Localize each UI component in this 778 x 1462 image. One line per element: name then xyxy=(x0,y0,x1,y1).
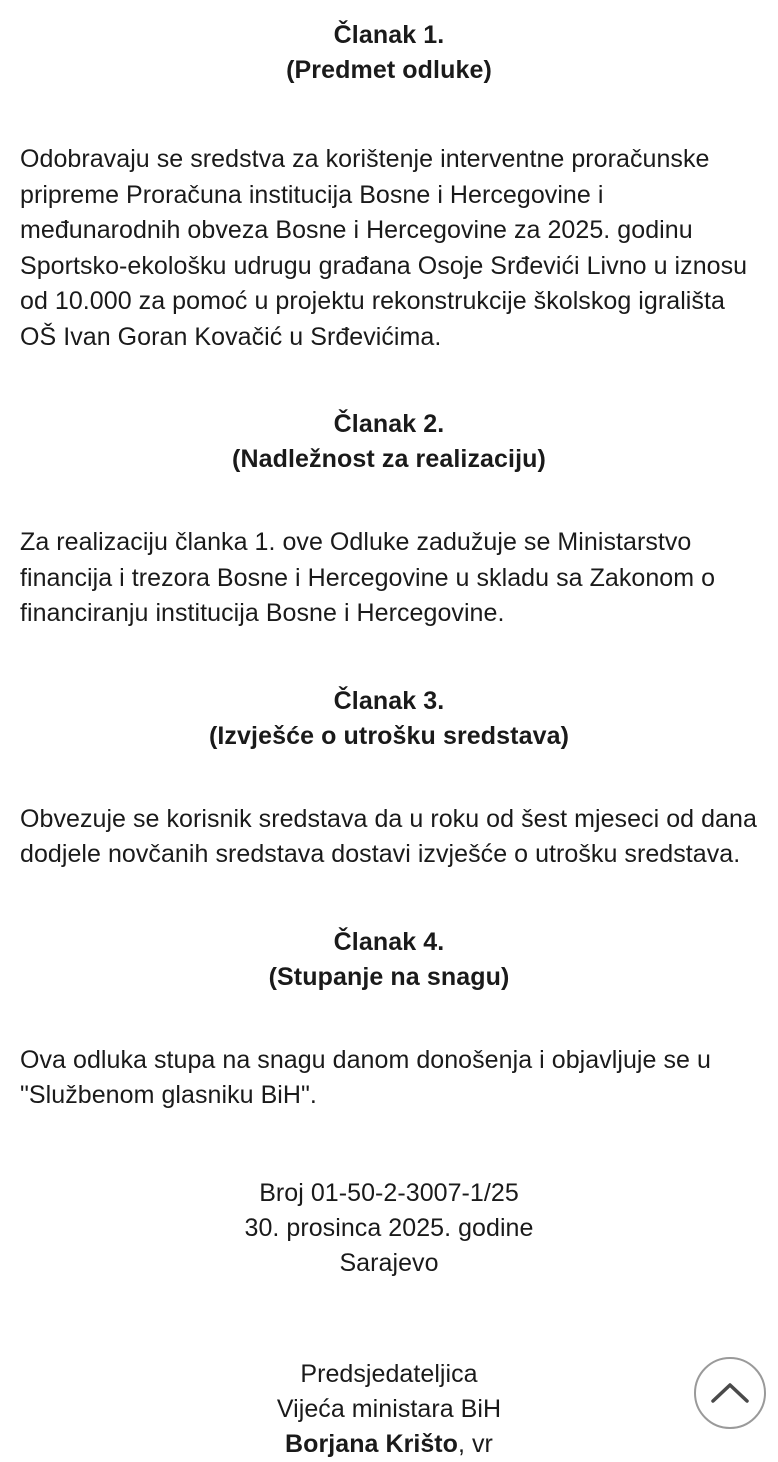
article-4 xyxy=(20,925,758,1114)
signatory-name: Borjana Krišto xyxy=(285,1429,459,1458)
signatory-title-line-1: Predsjedateljica xyxy=(300,1359,478,1388)
article-heading: Članak 3. xyxy=(333,686,445,715)
scroll-to-top-button[interactable] xyxy=(694,1357,766,1429)
article-body: Za realizaciju članka 1. ove Odluke zadužuje se Ministarstvo financija i trezora Bosne i Hercegovine u skladu sa Zakonom o financiranju institucija Bosne i Hercegovine. xyxy=(20,528,716,627)
article-subheading: (Nadležnost za realizaciju) xyxy=(232,445,546,473)
article-subheading: (Stupanje na snagu) xyxy=(268,962,510,991)
article-heading: Članak 2. xyxy=(333,410,445,438)
article-body: Odobravaju se sredstva za korištenje interventne proračunske pripreme Proračuna institucija Bosne i Hercegovine i međunarodnih obveza Bosne i Hercegovine za 2025. godinu Sportsko-ekološku udrugu građana Osoje Srđevići Livno u iznosu od 10.000 za pomoć u projektu rekonstrukcije školskog igrališta OŠ Ivan Goran Kovačić u Srđevićima. xyxy=(20,145,748,351)
article-body: Ova odluka stupa na snagu danom donošenja i objavljuje se u "Službenom glasniku BiH". xyxy=(20,1045,711,1109)
closing-block xyxy=(20,1176,758,1281)
decision-date: 30. prosinca 2025. godine xyxy=(244,1213,534,1242)
decision-place: Sarajevo xyxy=(339,1248,439,1277)
decision-number: Broj 01-50-2-3007-1/25 xyxy=(259,1178,519,1207)
chevron-up-icon xyxy=(710,1380,750,1406)
article-body: Obvezuje se korisnik sredstava da u roku od šest mjeseci od dana dodjele novčanih sredstava dostavi izvješće o utrošku sredstava. xyxy=(20,804,757,868)
spacer xyxy=(20,1281,758,1357)
spacer xyxy=(20,873,758,925)
signatory-suffix: , vr xyxy=(458,1429,493,1458)
spacer xyxy=(20,477,758,525)
article-subheading: (Predmet odluke) xyxy=(286,56,492,84)
article-3 xyxy=(20,684,758,873)
spacer xyxy=(20,355,758,407)
signatory-title-line-2: Vijeća ministara BiH xyxy=(276,1394,502,1423)
signature-block xyxy=(20,1357,758,1462)
article-subheading: (Izvješće o utrošku sredstava) xyxy=(208,721,570,750)
spacer xyxy=(20,632,758,684)
article-heading: Članak 1. xyxy=(333,21,445,49)
article-2 xyxy=(20,407,758,632)
article-1 xyxy=(20,18,758,355)
spacer xyxy=(20,754,758,802)
article-heading: Članak 4. xyxy=(333,927,445,956)
spacer xyxy=(20,88,758,142)
spacer xyxy=(20,995,758,1043)
signatory-name-line xyxy=(20,1427,758,1462)
spacer xyxy=(20,1114,758,1176)
